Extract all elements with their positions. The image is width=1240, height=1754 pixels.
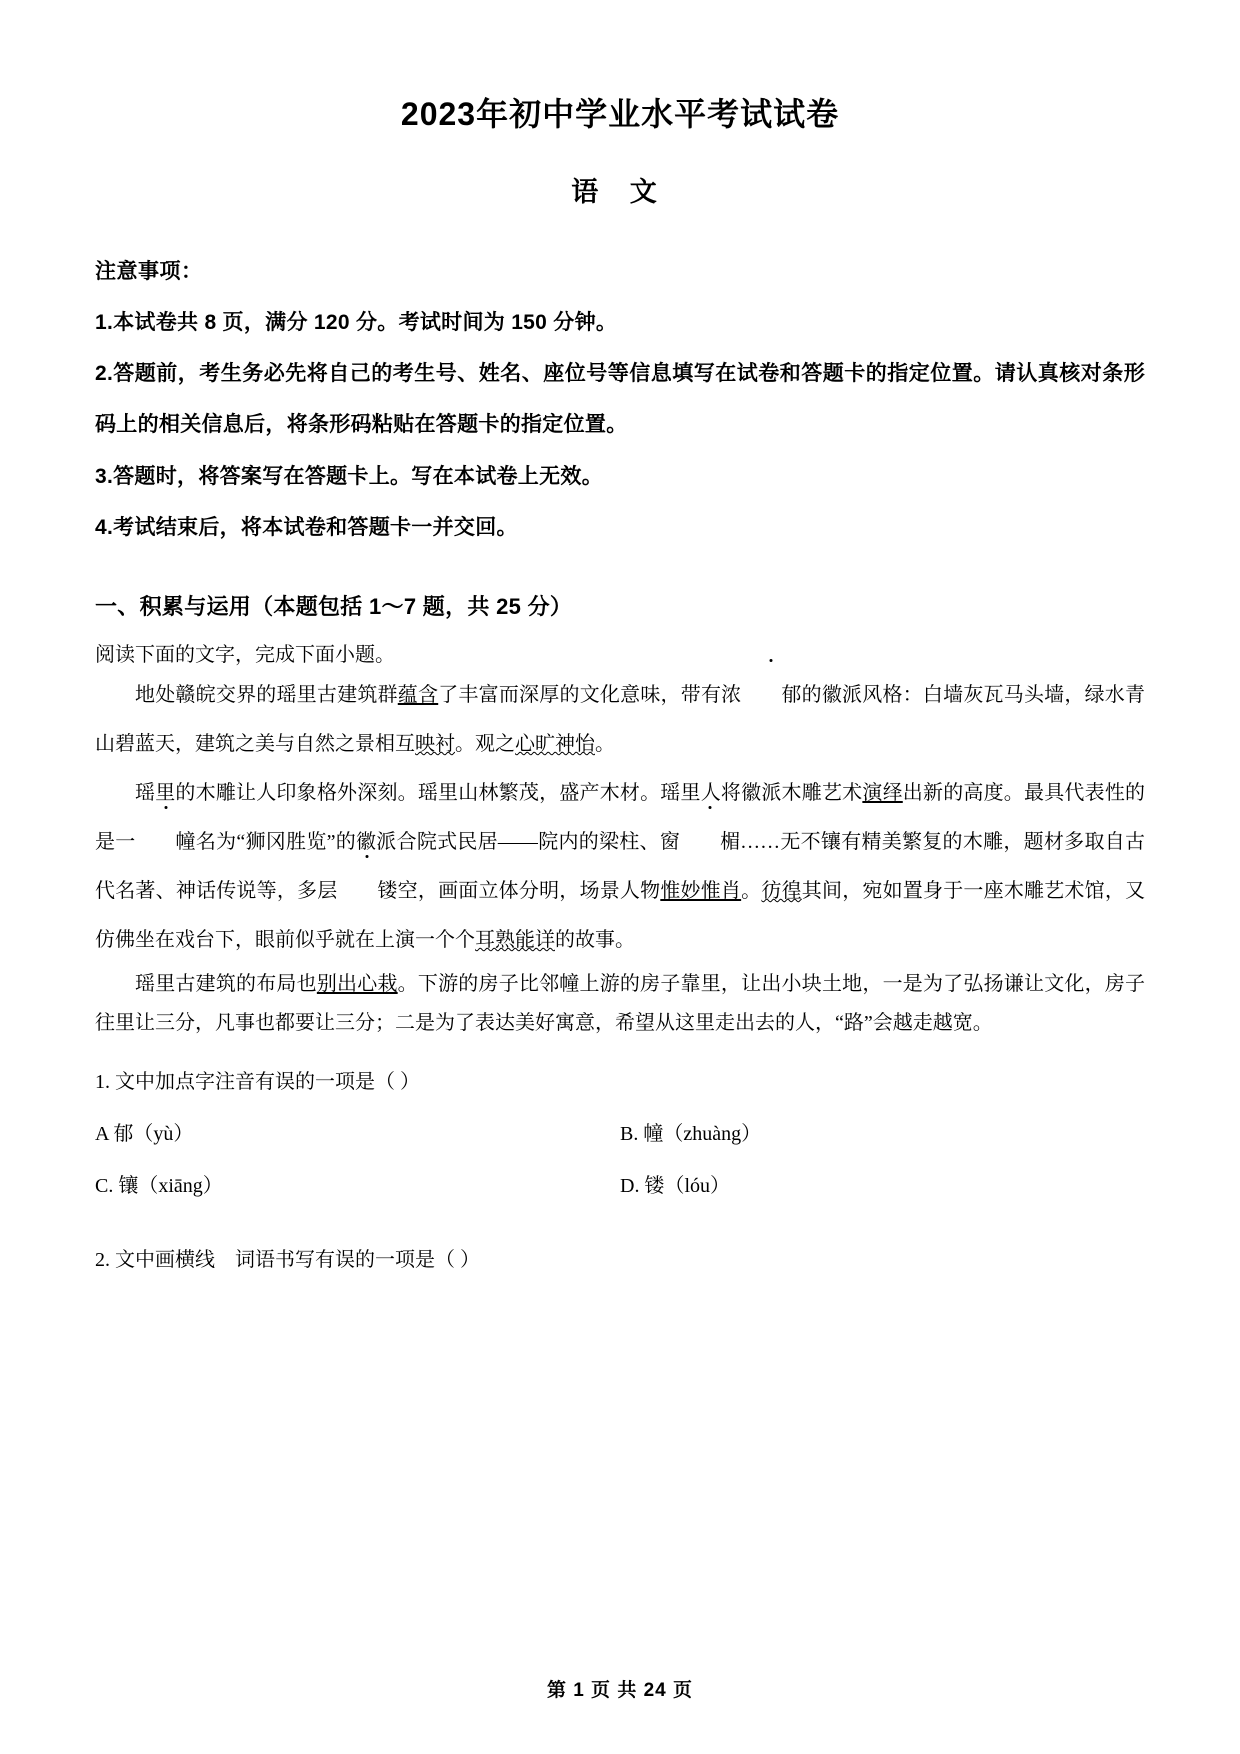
passage-text: 其间，宛如置身于一座木雕艺术馆，又仿佛坐在戏台下，眼前似乎就在上演一个个 xyxy=(95,879,1146,951)
section-lead: 阅读下面的文字，完成下面小题。 xyxy=(95,643,395,666)
notice-item-3: 3.答题时，将答案写在答题卡上。写在本试卷上无效。 xyxy=(95,464,604,488)
passage-text: 梁柱、窗 xyxy=(599,830,681,853)
wavy-word: 映衬 xyxy=(415,732,455,755)
wavy-word: 耳熟能详 xyxy=(475,928,555,951)
passage-text: 。 xyxy=(595,732,615,755)
question-1-options-row-2 xyxy=(95,1169,1145,1203)
page-title: 2023年初中学业水平考试试卷 xyxy=(400,96,840,132)
underlined-word: 别出心栽 xyxy=(316,972,398,995)
notice-item-4: 4.考试结束后，将本试卷和答题卡一并交回。 xyxy=(95,516,518,540)
underlined-word: 蕴含 xyxy=(397,683,439,706)
passage-text: 地处赣皖交界的瑶里古建筑群 xyxy=(135,683,398,706)
dotted-char: 楣 xyxy=(680,818,740,867)
subject-title: 语 文 xyxy=(571,176,669,207)
notice-item-1: 1.本试卷共 8 页，满分 120 分。考试时间为 150 分钟。 xyxy=(95,310,618,334)
option-c[interactable]: C. 镶（xiāng） xyxy=(95,1174,223,1197)
page-footer: 第 1 页 共 24 页 xyxy=(546,1680,694,1701)
question-1-options-row-1 xyxy=(95,1117,1145,1151)
passage-text: ……无不镶有精美繁复的木雕，题材多取自古代名著、神话传说等，多层 xyxy=(95,830,1146,902)
underlined-word: 惟妙惟肖 xyxy=(660,879,742,902)
passage-text: 出新的高度。最具代表性的是一 xyxy=(95,781,1146,853)
section-heading: 一、积累与运用（本题包括 1～7 题，共 25 分） xyxy=(95,593,573,619)
passage-paragraph-1 xyxy=(95,671,1145,769)
passage-text: 了丰富而深厚的文化意味，带有浓 xyxy=(438,683,742,706)
option-a[interactable]: A 郁（yù） xyxy=(95,1122,194,1145)
dotted-char: 郁 xyxy=(741,671,801,720)
passage-text: 空，画面立体分明，场景人物 xyxy=(397,879,661,902)
passage-text: 瑶里的木雕让人印象格外深刻。瑶里山林繁茂，盛产木材。瑶里人将徽派木雕艺术 xyxy=(135,781,863,804)
wavy-word: 彷徨 xyxy=(761,879,802,902)
underlined-word: 演绎 xyxy=(862,781,903,804)
option-d[interactable]: D. 镂（lóu） xyxy=(620,1174,730,1197)
option-b[interactable]: B. 幢（zhuàng） xyxy=(620,1122,762,1145)
dotted-char: 镂 xyxy=(337,867,397,916)
notice-item-2: 2.答题前，考生务必先将自己的考生号、姓名、座位号等信息填写在试卷和答题卡的指定位置。请认真核对条形码上的相关信息后，将条形码粘贴在答题卡的指定位置。 xyxy=(95,362,1145,437)
passage-text: 。下游的房子比邻幢上游的房子靠里，让出小块土地，一是为了弘扬谦让文化，房子往里让三分，凡事也都要让三分；二是为了表达美好寓意，希望从这里走出去的人，“路”会越走越宽。 xyxy=(95,972,1146,1034)
passage-text: 名为“狮冈胜览”的徽派合院式民居——院内的 xyxy=(195,830,600,853)
notice-heading: 注意事项： xyxy=(95,259,203,283)
wavy-word: 心旷神怡 xyxy=(515,732,595,755)
question-2-stem: 2. 文中画横线 词语书写有误的一项是（ ） xyxy=(95,1248,480,1271)
dotted-char: 幢 xyxy=(136,818,196,867)
passage-text: 。 xyxy=(741,879,762,902)
passage-text: 的故事。 xyxy=(555,928,635,951)
passage-paragraph-3 xyxy=(95,965,1145,1043)
passage-text: 的徽派风格：白墙灰瓦马头墙，绿水青山碧蓝天，建筑之美与自然之景相互 xyxy=(95,683,1146,755)
question-1-stem: 1. 文中加点字注音有误的一项是（ ） xyxy=(95,1070,420,1093)
passage-paragraph-2 xyxy=(95,769,1145,965)
passage-text: 。观之 xyxy=(455,732,515,755)
passage-text: 瑶里古建筑的布局也 xyxy=(135,972,317,995)
